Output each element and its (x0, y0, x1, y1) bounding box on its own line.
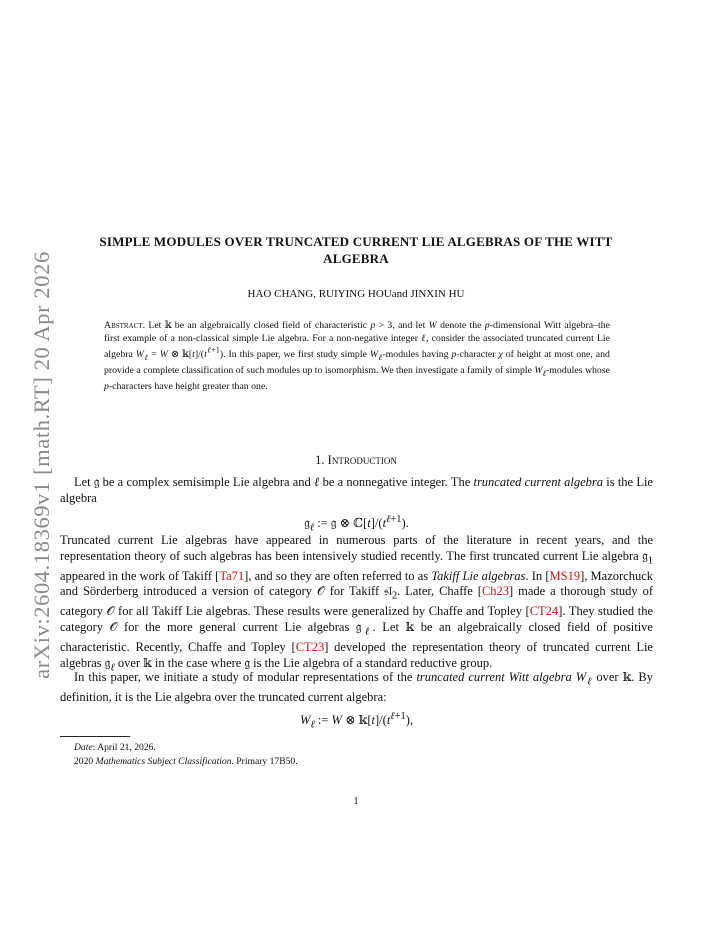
footnote-date: Date: April 21, 2026. (74, 742, 156, 753)
equation-g-ell: 𝔤$_\ell$ := 𝔤 ⊗ $ℂ[t]/(t^{\ell+1})$. (304, 514, 409, 534)
section-heading (60, 452, 652, 468)
section-title: Introduction (327, 453, 397, 467)
date-label: Date (74, 742, 93, 753)
page-number: 1 (353, 796, 359, 807)
intro-paragraph-2: Truncated current Lie algebras have appeared in numerous parts of the literature in recent years, and the representation theory of such algebras has been intensively studied recently. The first truncated current Lie algebra 𝔤$_1$ appeared in the work of Takiff [Ta71], and so they are often referred to as Takiff Lie algebras. In [MS19], Mazorchuck and Sörderberg introduced a version of category 𝒪 for Takiff 𝔰𝔩$_2$. Later, Chaffe [Ch23] made a thorough study of category 𝒪 for all Takiff Lie algebras. These results were generalized by Chaffe and Topley [CT24]. They studied the category 𝒪 for the more general current Lie algebras 𝔤$_\ell$. Let 𝕜 be an algebraically closed field of positive characteristic. Recently, Chaffe and Topley [CT23] developed the representation theory of truncated current Lie algebras 𝔤$_\ell$ over 𝕜 in the case where 𝔤 is the Lie algebra of a standard reductive group. (60, 533, 654, 674)
citation-link[interactable]: CT24 (529, 604, 559, 619)
abstract-heading: Abstract. (104, 320, 146, 331)
msc-value: Primary 17B50. (236, 756, 298, 767)
abstract (104, 320, 610, 393)
citation-link[interactable]: Ch23 (481, 584, 510, 599)
citation-link[interactable]: Ta71 (219, 568, 245, 583)
date-value: April 21, 2026. (97, 742, 156, 753)
msc-year: 2020 (74, 756, 94, 767)
section-number: 1. (315, 453, 325, 467)
msc-label: Mathematics Subject Classification. (95, 756, 234, 767)
abstract-text: Let 𝕜 be an algebraically closed field of characteristic p > 3, and let W denote the p-dimensional Witt algebra–the first example of a non-classical simple Lie algebra. For a non-negative integer ℓ, consider the associated truncated current Lie algebra $W_\ell = W$ ⊗ $𝕜[t]/(t^{\ell+1})$. In this paper, we first study simple $W_\ell$-modules having p-character χ of height at most one, and provide a complete classification of such modules up to isomorphism. We then investigate a family of simple $W_\ell$-modules whose p-characters have height greater than one. (104, 320, 611, 392)
authors: HAO CHANG, RUIYING HOUand JINXIN HU (247, 288, 465, 300)
footnote-rule (60, 736, 130, 737)
citation-link[interactable]: MS19 (549, 568, 581, 583)
intro-paragraph-1: Let 𝔤 be a complex semisimple Lie algebra and ℓ be a nonnegative integer. The truncated current algebra is the Lie algebra (60, 475, 653, 505)
title-line-2: ALGEBRA (323, 251, 389, 266)
citation-link[interactable]: CT23 (295, 640, 325, 655)
paper-title (60, 233, 652, 267)
intro-paragraph-3: In this paper, we initiate a study of modular representations of the truncated current Witt algebra $W_\ell$ over 𝕜. By definition, it is the Lie algebra over the truncated current algebra: (60, 670, 653, 705)
equation-w-ell: $W_\ell$ := W ⊗ $𝕜[t]/(t^{\ell+1})$, (299, 711, 414, 731)
footnote-msc (74, 756, 298, 768)
arxiv-identifier-stamp: arXiv:2604.18369v1 [math.RT] 20 Apr 2026 (29, 251, 54, 679)
title-line-1: SIMPLE MODULES OVER TRUNCATED CURRENT LIE ALGEBRAS OF THE WITT (99, 234, 613, 249)
